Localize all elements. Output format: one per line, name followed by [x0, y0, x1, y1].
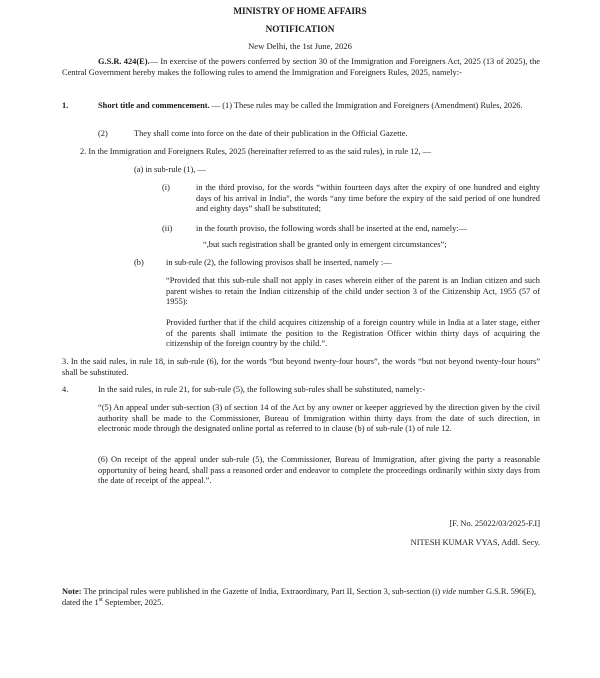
rule-1	[62, 101, 540, 112]
rule-2-a-i-number: (i)	[162, 183, 170, 192]
rule-2-a-ii-text: in the fourth proviso, the following words shall be inserted at the end, namely:—	[196, 224, 467, 233]
file-number: [F. No. 25022/03/2025-F.I]	[449, 519, 540, 528]
note	[62, 587, 540, 608]
rule-2-b-text: in sub-rule (2), the following provisos shall be inserted, namely :—	[166, 258, 392, 267]
rule-2-a-i-text: in the third proviso, for the words “within fourteen days after the expiry of one hundred and eighty days of his arrival in India”, the words “any time before the expiry of the said period of one hundred and eighty days” shall be substituted;	[196, 183, 540, 214]
rule-2-a-label: (a) in sub-rule (1), —	[134, 165, 206, 174]
note-text-1: The principal rules were published in the Gazette of India, Extraordinary, Part II, Section 3, sub-section (i)	[81, 587, 443, 596]
rule-2-a-ii-number: (ii)	[162, 224, 173, 233]
rule-3-text: 3. In the said rules, in rule 18, in sub-rule (6), for the words “but beyond twenty-four hours”, the words “but not beyond twenty-four hours” shall be substituted.	[62, 357, 540, 377]
notification-heading: NOTIFICATION	[265, 24, 335, 34]
rule-2-b-quote-2: Provided further that if the child acquires citizenship of a foreign country while in India at a later stage, either of the parents shall intimate the position to the Registration Officer within thirty days of acquiring the citizenship of the foreign country by the child.”.	[166, 318, 540, 349]
rule-4-number: 4.	[62, 385, 69, 394]
rule-1-text: — (1) These rules may be called the Immigration and Foreigners (Amendment) Rules, 2026.	[209, 101, 523, 110]
rule-4-sub-5: “(5) An appeal under sub-section (3) of section 14 of the Act by any owner or keeper aggrieved by the direction given by the civil authority shall be made to the Commissioner, Bureau of Immigration within thirty days from the date of such direction, in electronic mode through the designated online portal as referred to in clause (b) of sub-rule (1) of rule 12.	[98, 403, 540, 434]
signatory: NITESH KUMAR VYAS, Addl. Secy.	[410, 538, 540, 547]
rule-2-b-number: (b)	[134, 258, 144, 267]
rule-2-a-ii-quote: “,but such registration shall be granted only in emergent circumstances”;	[203, 240, 447, 249]
rule-4-sub-6: (6) On receipt of the appeal under sub-rule (5), the Commissioner, Bureau of Immigration, after giving the party a reasonable opportunity of being heard, shall pass a reasoned order and endeavor to complete the proceedings ordinarily within sixty days from the date of receipt of the appeal.”.	[98, 455, 540, 486]
note-text-2: number G.S.R. 596(E), dated the 1	[62, 587, 536, 607]
rule-1-sub-2-text: They shall come into force on the date of their publication in the Official Gazette.	[134, 129, 408, 138]
preamble-text: — In exercise of the powers conferred by section 30 of the Immigration and Foreigners Act, 2025 (13 of 2025), the Central Government hereby makes the following rules to amend the Immigration and Foreigners Rules, 2025, namely:-	[62, 57, 540, 77]
rule-1-number: 1.	[62, 101, 69, 110]
ministry-title: MINISTRY OF HOME AFFAIRS	[233, 6, 367, 16]
note-label: Note:	[62, 587, 82, 596]
rule-1-sub-2-number: (2)	[98, 129, 108, 138]
rule-2-b-quote-1: “Provided that this sub-rule shall not apply in cases wherein either of the parent is an Indian citizen and such parent wishes to retain the Indian citizenship of the child under section 3 of the Citizenship Act, 1955 (57 of 1955):	[166, 276, 540, 307]
preamble	[62, 57, 540, 78]
note-text-3: September, 2025.	[102, 597, 164, 607]
rule-1-heading: Short title and commencement.	[98, 101, 210, 110]
rule-2-text: 2. In the Immigration and Foreigners Rules, 2025 (hereinafter referred to as the said rules), in rule 12, —	[80, 147, 432, 156]
dateline: New Delhi, the 1st June, 2026	[248, 41, 352, 51]
rule-4-text: In the said rules, in rule 21, for sub-rule (5), the following sub-rules shall be substituted, namely:-	[98, 385, 426, 394]
note-vide: vide	[442, 587, 457, 596]
note-superscript: st	[98, 596, 103, 603]
gsr-reference: G.S.R. 424(E).	[98, 57, 150, 66]
